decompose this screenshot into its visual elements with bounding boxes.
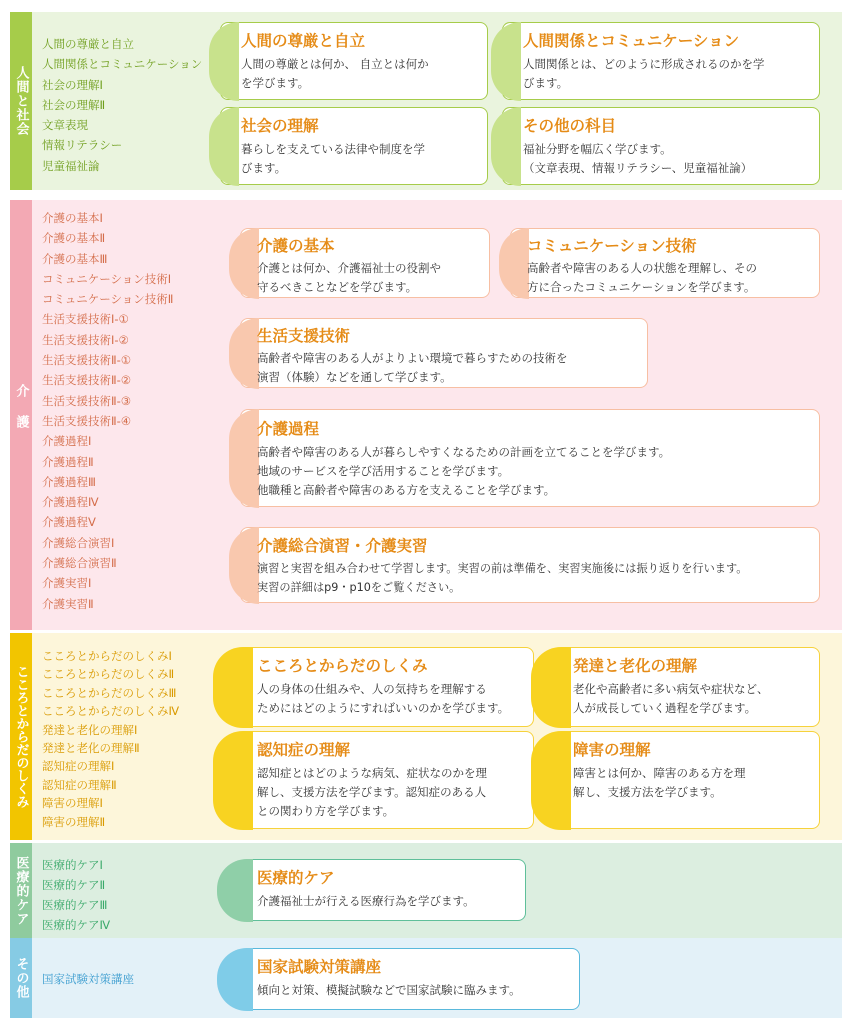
course-item: 文章表現 — [42, 118, 88, 133]
card-title: 人間の尊厳と自立 — [241, 32, 366, 50]
card-text: 高齢者や障害のある人が暮らしやすくなるための計画を立てることを学びます。 地域のサービスを学び活用することを学びます。 他職種と高齢者や障害のある方を支えることを学びます。 — [257, 445, 671, 497]
card-title: その他の科目 — [523, 117, 617, 135]
course-item: 介護実習Ⅱ — [42, 596, 94, 611]
course-item: コミュニケーション技術Ⅱ — [42, 292, 174, 307]
card-title: コミュニケーション技術 — [527, 237, 697, 255]
subject-card — [240, 859, 526, 921]
subject-card — [240, 948, 580, 1010]
section-label: 介護 — [10, 200, 32, 630]
subject-card — [238, 731, 534, 829]
course-item: 生活支援技術Ⅱ-④ — [42, 413, 132, 428]
course-item: こころとからだのしくみⅢ — [42, 685, 177, 700]
course-item: 人間の尊厳と自立 — [42, 37, 134, 51]
course-item: 発達と老化の理解Ⅱ — [42, 741, 140, 756]
course-item: 社会の理解Ⅱ — [42, 97, 106, 112]
card-title: 障害の理解 — [573, 741, 651, 759]
course-item: 介護の基本Ⅰ — [42, 211, 103, 225]
card-text: 老化や高齢者に多い病気や症状など、 人が成長していく過程を学びます。 — [573, 682, 769, 715]
course-list — [42, 208, 173, 614]
course-item: 生活支援技術Ⅱ-① — [42, 353, 132, 368]
subject-card — [510, 228, 820, 298]
course-item: 生活支援技術Ⅰ-① — [42, 312, 129, 327]
course-item: 医療的ケアⅢ — [42, 898, 108, 912]
card-text: 人間の尊厳とは何か、 自立とは何か を学びます。 — [241, 57, 429, 90]
section-label: その他 — [10, 938, 32, 1018]
course-item: 介護総合演習Ⅰ — [42, 535, 115, 550]
card-text: 人間関係とは、どのように形成されるのかを学 びます。 — [523, 57, 765, 90]
section-label: 人間と社会 — [10, 12, 32, 190]
subject-card — [220, 22, 488, 100]
course-item: 社会の理解Ⅰ — [42, 77, 103, 92]
course-item: 人間関係とコミュニケーション — [42, 57, 203, 72]
card-title: 発達と老化の理解 — [573, 657, 698, 675]
card-title: 社会の理解 — [241, 117, 319, 135]
card-text: 高齢者や障害のある人の状態を理解し、その 方に合ったコミュニケーションを学びます。 — [527, 261, 757, 294]
course-item: 介護過程Ⅱ — [42, 454, 94, 469]
course-item: 医療的ケアⅣ — [42, 918, 111, 932]
card-text: 高齢者や障害のある人がよりよい環境で暮らすための技術を 演習（体験）などを通して学びます。 — [257, 351, 568, 384]
course-list — [42, 855, 110, 935]
course-item: 障害の理解Ⅰ — [42, 796, 103, 811]
subject-card — [240, 409, 820, 507]
course-item: 認知症の理解Ⅰ — [42, 759, 115, 774]
course-item: 医療的ケアⅡ — [42, 878, 106, 892]
card-text: 傾向と対策、模擬試験などで国家試験に臨みます。 — [257, 983, 521, 997]
course-item: 介護過程Ⅳ — [42, 495, 99, 510]
course-item: 介護の基本Ⅲ — [42, 251, 108, 266]
subject-card — [220, 107, 488, 185]
card-text: 認知症とはどのような病気、症状なのかを理 解し、支援方法を学びます。認知症のある人 との関わり方を学びます。 — [257, 766, 487, 818]
course-item: 介護過程Ⅴ — [42, 515, 96, 530]
section-human-society — [10, 12, 842, 190]
course-item: 生活支援技術Ⅱ-② — [42, 373, 132, 388]
section-label: 医療的ケア — [10, 843, 32, 938]
course-item: 発達と老化の理解Ⅰ — [42, 722, 138, 737]
card-text: 福祉分野を幅広く学びます。 （文章表現、情報リテラシー、児童福祉論） — [523, 142, 753, 175]
course-item: こころとからだのしくみⅣ — [42, 704, 180, 719]
card-title: 認知症の理解 — [257, 741, 351, 759]
course-item: 生活支援技術Ⅱ-③ — [42, 393, 132, 408]
section-mind-body — [10, 633, 842, 840]
card-title: 人間関係とコミュニケーション — [523, 32, 740, 50]
course-item: 国家試験対策講座 — [42, 972, 134, 986]
course-item: コミュニケーション技術Ⅰ — [42, 271, 172, 286]
card-title: 介護過程 — [257, 420, 320, 438]
card-text: 介護とは何か、介護福祉士の役割や 守るべきことなどを学びます。 — [257, 261, 441, 294]
card-text: 障害とは何か、障害のある方を理 解し、支援方法を学びます。 — [573, 766, 746, 799]
course-item: 介護の基本Ⅱ — [42, 231, 106, 246]
card-title: 生活支援技術 — [257, 327, 351, 345]
course-list — [42, 647, 179, 831]
course-list — [42, 34, 202, 176]
course-item: 障害の理解Ⅱ — [42, 814, 106, 829]
card-title: 介護の基本 — [257, 237, 335, 255]
section-label: こころとからだのしくみ — [10, 633, 32, 840]
course-item: 介護過程Ⅲ — [42, 474, 96, 489]
card-text: 人の身体の仕組みや、人の気持ちを理解する ためにはどのようにすればいいのかを学びます。 — [257, 682, 510, 715]
section-other — [10, 938, 842, 1018]
card-title: 国家試験対策講座 — [257, 958, 382, 976]
subject-card — [556, 647, 820, 727]
subject-card — [502, 22, 820, 100]
subject-card — [240, 318, 648, 388]
course-item: 児童福祉論 — [42, 158, 100, 173]
course-item: 生活支援技術Ⅰ-② — [42, 332, 129, 347]
course-item: 介護総合演習Ⅱ — [42, 556, 117, 571]
subject-card — [240, 527, 820, 603]
card-text: 演習と実習を組み合わせて学習します。実習の前は準備を、実習実施後には振り返りを行います。 実習の詳細はp9・p10をご覧ください。 — [257, 562, 748, 594]
course-item: 介護実習Ⅰ — [42, 576, 92, 591]
section-care — [10, 200, 842, 630]
subject-card — [502, 107, 820, 185]
course-item: こころとからだのしくみⅠ — [42, 649, 172, 663]
subject-card — [238, 647, 534, 727]
subject-card — [240, 228, 490, 298]
course-item: 情報リテラシー — [42, 138, 123, 153]
section-medical-care — [10, 843, 842, 938]
card-text: 暮らしを支えている法律や制度を学 びます。 — [241, 142, 425, 175]
course-item: 介護過程Ⅰ — [42, 434, 92, 449]
card-title: 介護総合演習・介護実習 — [257, 537, 428, 555]
course-list — [42, 969, 134, 989]
card-title: こころとからだのしくみ — [257, 657, 428, 675]
subject-card — [556, 731, 820, 829]
card-text: 介護福祉士が行える医療行為を学びます。 — [257, 894, 475, 908]
course-item: 医療的ケアⅠ — [42, 858, 103, 872]
course-item: こころとからだのしくみⅡ — [42, 667, 175, 682]
card-title: 医療的ケア — [257, 869, 335, 887]
course-item: 認知症の理解Ⅱ — [42, 777, 117, 792]
